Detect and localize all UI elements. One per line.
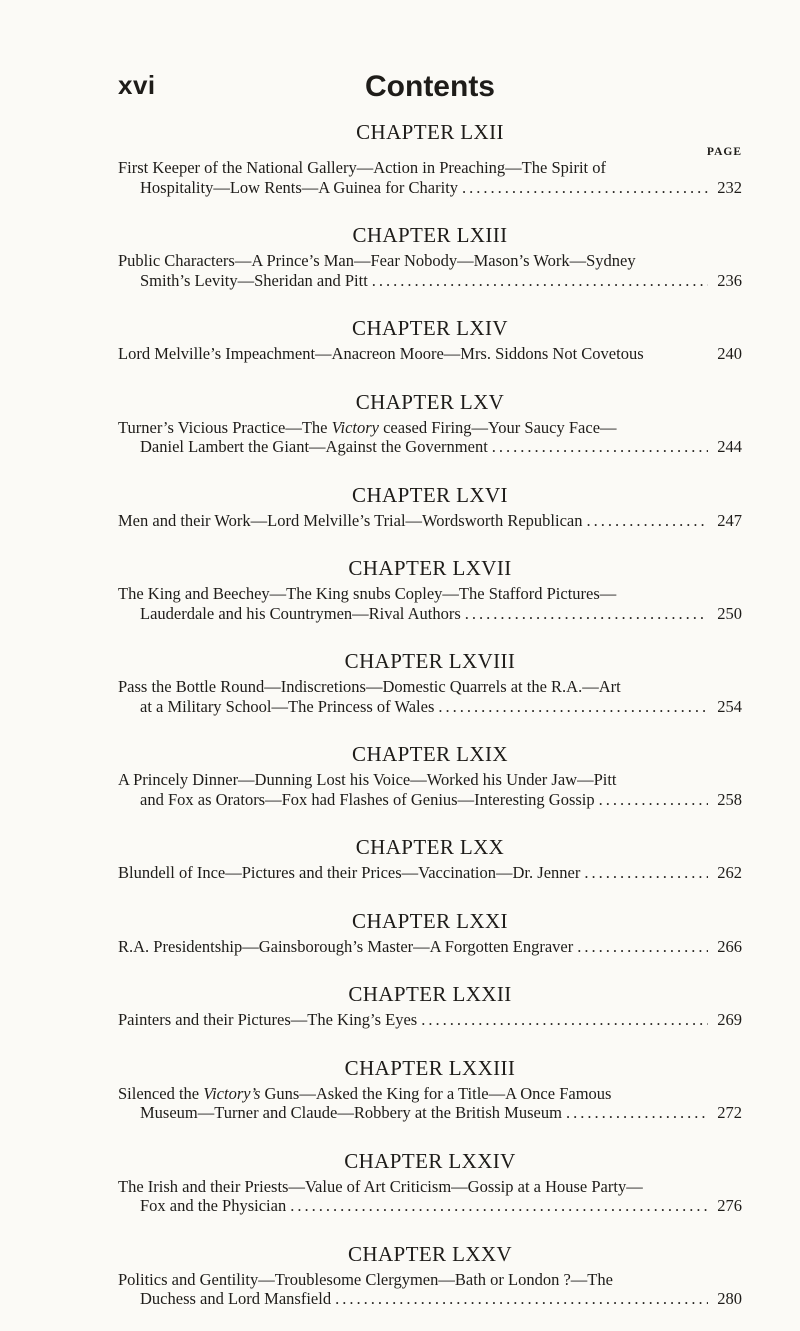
chapter-summary [118, 1010, 742, 1030]
page-number: 240 [717, 344, 742, 363]
chapter-summary [118, 937, 742, 957]
chapter-entry [118, 738, 742, 809]
chapter-summary [118, 677, 742, 716]
chapter-summary [118, 770, 742, 809]
chapter-heading: CHAPTER LXXIV [344, 1148, 516, 1173]
summary-line: Politics and Gentility—Troublesome Clergymen—Bath or London ?—The [118, 1269, 613, 1289]
dot-leader [372, 271, 708, 291]
chapter-heading: CHAPTER LXVI [352, 482, 508, 507]
chapter-entry [118, 116, 742, 197]
page-number: 254 [717, 696, 742, 716]
chapter-entry [118, 905, 742, 957]
chapter-heading: CHAPTER LXIV [352, 316, 508, 340]
summary-line: R.A. Presidentship—Gainsborough’s Master—A Forgotten Engraver [118, 936, 574, 956]
chapter-entry [118, 978, 742, 1030]
page-number: 258 [717, 789, 742, 809]
chapter-entry [118, 552, 742, 623]
chapter-heading: CHAPTER LXV [355, 389, 505, 414]
chapter-heading: CHAPTER LXIX [352, 742, 508, 766]
summary-line: Lord Melville’s Impeachment—Anacreon Moore—Mrs. Siddons Not Covetous [118, 344, 644, 363]
dot-leader [566, 1103, 708, 1123]
summary-line: Pass the Bottle Round—Indiscretions—Domestic Quarrels at the R.A.—Art [118, 677, 621, 696]
summary-line: Smith’s Levity—Sheridan and Pitt [140, 270, 368, 290]
summary-line: Daniel Lambert the Giant—Against the Government [140, 437, 488, 456]
page-number: 276 [717, 1196, 742, 1215]
chapter-entry [118, 479, 742, 531]
dot-leader [599, 790, 708, 810]
summary-line: Public Characters—A Prince’s Man—Fear Nobody—Mason’s Work—Sydney [118, 251, 636, 270]
summary-line: Duchess and Lord Mansfield [140, 1289, 332, 1308]
page-number: 244 [717, 437, 742, 456]
page-column-label: PAGE [706, 146, 742, 158]
dot-leader [462, 178, 708, 198]
chapter-heading: CHAPTER LXXV [347, 1241, 513, 1266]
dot-leader [492, 437, 708, 457]
chapter-heading: CHAPTER LXX [355, 835, 505, 859]
summary-text: Turner’s Vicious Practice—The [118, 417, 332, 437]
chapter-summary [118, 584, 742, 623]
chapter-entry [118, 1052, 742, 1123]
summary-line: A Princely Dinner—Dunning Lost his Voice—Worked his Under Jaw—Pitt [118, 770, 617, 789]
chapter-heading: CHAPTER LXXIII [344, 1055, 516, 1080]
dot-leader [421, 1010, 708, 1030]
page-title: Contents [365, 70, 495, 103]
summary-line: at a Military School—The Princess of Wales [140, 696, 435, 716]
chapter-summary [118, 1084, 742, 1123]
ship-name: Victory’s [203, 1083, 261, 1103]
chapter-summary [118, 1270, 742, 1309]
chapter-summary [118, 251, 742, 290]
chapter-entry [118, 1145, 742, 1216]
page-number: 272 [717, 1103, 742, 1122]
chapter-heading: CHAPTER LXIII [352, 223, 508, 247]
page-number: 269 [717, 1010, 742, 1029]
chapter-entry [118, 312, 742, 364]
dot-leader [577, 937, 708, 957]
summary-line: First Keeper of the National Gallery—Action in Preaching—The Spirit of [118, 158, 606, 177]
dot-leader [586, 511, 708, 531]
summary-line: The Irish and their Priests—Value of Art Criticism—Gossip at a House Party— [118, 1176, 643, 1196]
chapter-heading: CHAPTER LXVII [348, 556, 512, 580]
dot-leader [290, 1196, 708, 1216]
chapter-summary [118, 158, 742, 197]
chapter-entry [118, 645, 742, 716]
summary-line [118, 418, 742, 438]
page-number: 236 [717, 270, 742, 290]
chapter-summary [118, 863, 742, 883]
page-number: 280 [717, 1289, 742, 1308]
chapter-heading: CHAPTER LXII [356, 120, 504, 144]
page-number: 266 [717, 936, 742, 956]
summary-line: and Fox as Orators—Fox had Flashes of Genius—Interesting Gossip [140, 789, 595, 809]
summary-text: Guns—Asked the King for a Title—A Once Famous [260, 1083, 612, 1103]
dot-leader [438, 697, 708, 717]
contents-list [118, 116, 742, 1331]
dot-leader [465, 604, 708, 624]
chapter-heading: CHAPTER LXXI [352, 908, 508, 933]
summary-line: Blundell of Ince—Pictures and their Prices—Vaccination—Dr. Jenner [118, 863, 581, 882]
summary-text: ceased Firing—Your Saucy Face— [378, 417, 617, 437]
summary-line: Men and their Work—Lord Melville’s Trial—Wordsworth Republican [118, 510, 583, 530]
chapter-entry [118, 386, 742, 457]
chapter-summary [118, 1177, 742, 1216]
dot-leader [584, 863, 708, 883]
chapter-entry [118, 219, 742, 290]
summary-line: Fox and the Physician [140, 1196, 287, 1215]
summary-line: Museum—Turner and Claude—Robbery at the British Museum [140, 1103, 562, 1122]
summary-line [118, 1084, 742, 1104]
summary-line: The King and Beechey—The King snubs Copley—The Stafford Pictures— [118, 584, 617, 603]
page-number: 232 [717, 177, 742, 197]
chapter-summary [118, 344, 742, 364]
page-number: 262 [717, 863, 742, 882]
page-folio: xvi [118, 70, 156, 100]
chapter-entry [118, 831, 742, 883]
summary-line: Hospitality—Low Rents—A Guinea for Charity [140, 177, 459, 197]
summary-line: Lauderdale and his Countrymen—Rival Authors [140, 603, 461, 623]
chapter-heading: CHAPTER LXXII [348, 982, 512, 1006]
chapter-heading: CHAPTER LXVIII [344, 649, 516, 673]
chapter-summary [118, 511, 742, 531]
page-number: 247 [717, 510, 742, 530]
summary-line: Painters and their Pictures—The King’s Eyes [118, 1010, 418, 1029]
chapter-summary [118, 418, 742, 457]
page-number: 250 [717, 603, 742, 623]
ship-name: Victory [331, 417, 379, 437]
dot-leader [335, 1289, 708, 1309]
chapter-entry [118, 1238, 742, 1309]
summary-text: Silenced the [118, 1083, 204, 1103]
